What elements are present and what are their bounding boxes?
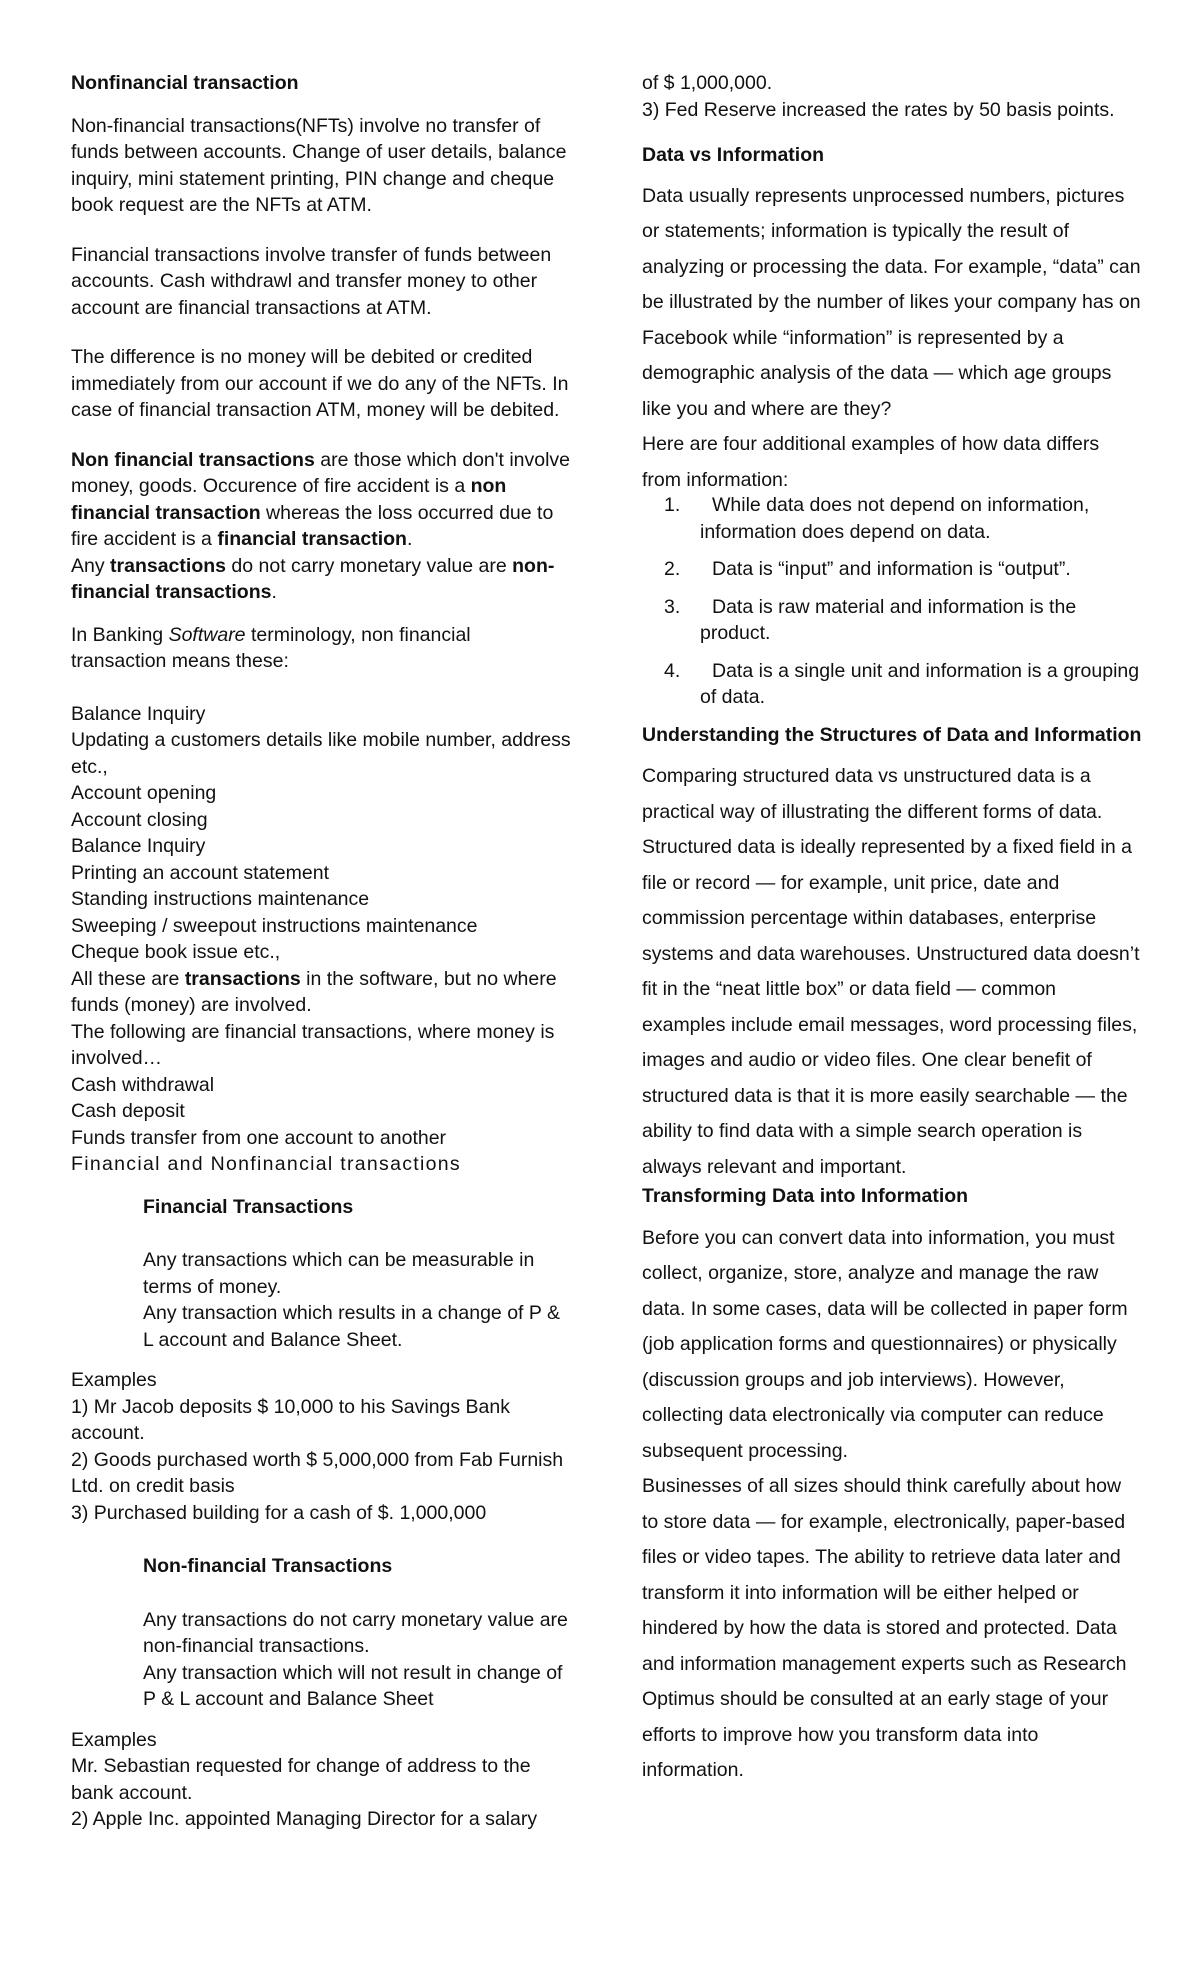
list-item: Cash deposit	[71, 1100, 185, 1122]
list-item: Printing an account statement	[71, 861, 329, 884]
all-these-line: All these are transactions in the software, but no where funds (money) are involved.	[71, 967, 557, 1016]
list-item: Standing instructions maintenance	[71, 888, 370, 910]
data-vs-info-paragraph: Data usually represents unprocessed numbers, pictures or statements; information is typically the result of analyzing or processing the data. For example, “data” can be illustrated by the number of likes your company has on Facebook while “information” is represented by a demographic analysis of the data — which age groups like you and where are they?	[642, 184, 1141, 420]
financial-def-2: Any transaction which results in a change of P & L account and Balance Sheet.	[143, 1302, 560, 1351]
list-item: Cash withdrawal	[71, 1073, 215, 1096]
nonfinancial-transactions-heading: Non-financial Transactions	[143, 1555, 393, 1577]
transforming-paragraph-1: Before you can convert data into information, you must collect, organize, store, analyze and manage the raw data. In some cases, data will be collected in paper form (job application forms and questionnaires) or physically (discussion groups and job interviews). However, collecting data electronically via computer can reduce subsequent processing.	[642, 1226, 1128, 1462]
example-item: 3) Purchased building for a cash of $. 1,000,000	[71, 1501, 487, 1524]
data-vs-info-heading: Data vs Information	[642, 144, 825, 166]
nonfinancial-heading: Nonfinancial transaction	[71, 72, 299, 94]
examples-label: Examples	[71, 1369, 157, 1391]
example-item: 2) Goods purchased worth $ 5,000,000 from Fab Furnish Ltd. on credit basis	[71, 1448, 564, 1497]
differences-list	[642, 492, 1142, 711]
left-column	[71, 70, 571, 1833]
nonfinancial-def-1: Any transactions do not carry monetary value are non-financial transactions.	[143, 1608, 568, 1657]
difference-paragraph: The difference is no money will be debited or credited immediately from our account if we do any of the NFTs. In case of financial transaction ATM, money will be debited.	[71, 346, 569, 421]
transforming-paragraph-2: Businesses of all sizes should think carefully about how to store data — for example, electronically, paper-based files or video tapes. The ability to retrieve data later and transform it into information will be either helped or hindered by how the data is stored and protected. Data and information management experts such as Research Optimus should be consulted at an early stage of your efforts to improve how you transform data into information.	[642, 1475, 1127, 1781]
list-item: Cheque book issue etc.,	[71, 941, 281, 963]
list-item: Updating a customers details like mobile number, address etc.,	[71, 729, 571, 778]
following-line: The following are financial transactions, where money is involved…	[71, 1020, 555, 1069]
continued-line-1: of $ 1,000,000.	[642, 72, 773, 94]
list-item: 2. Data is “input” and information is “output”.	[664, 558, 1071, 580]
examples-label-2: Examples	[71, 1728, 157, 1751]
structures-paragraph: Comparing structured data vs unstructured data is a practical way of illustrating the different forms of data. Structured data is ideally represented by a fixed field in a file or record — for example, unit price, date and commission percentage within databases, enterprise systems and data warehouses. Unstructured data doesn’t fit in the “neat little box” or data field — common examples include email messages, word processing files, images and audio or video files. One clear benefit of structured data is that it is more easily searchable — the ability to find data with a simple search operation is always relevant and important.	[642, 765, 1140, 1178]
nonfinancial-def-2: Any transaction which will not result in change of P & L account and Balance Sheet	[143, 1661, 563, 1710]
list-item: Account closing	[71, 808, 208, 831]
banking-terminology: In Banking Software terminology, non financial transaction means these:	[71, 623, 471, 672]
nft-definition: Non financial transactions are those which don't involve money, goods. Occurence of fire accident is a non financial transaction whereas the loss occurred due to fire accident is a financial transaction.	[71, 448, 571, 550]
transforming-heading: Transforming Data into Information	[642, 1185, 969, 1207]
list-item: 4. Data is a single unit and information is a grouping of data.	[664, 659, 1140, 708]
list-item: Sweeping / sweepout instructions maintenance	[71, 914, 478, 937]
financial-transactions-heading: Financial Transactions	[143, 1195, 354, 1218]
nft-list	[71, 701, 571, 966]
fin-nonfin-title: Financial and Nonfinancial transactions	[71, 1153, 461, 1175]
list-item: Account opening	[71, 782, 217, 804]
example-item: 1) Mr Jacob deposits $ 10,000 to his Savings Bank account.	[71, 1395, 510, 1444]
continued-line-2: 3) Fed Reserve increased the rates by 50 basis points.	[642, 98, 1115, 121]
list-item: Balance Inquiry	[71, 702, 206, 725]
list-item: Balance Inquiry	[71, 835, 206, 857]
example-item: Mr. Sebastian requested for change of address to the bank account.	[71, 1755, 531, 1804]
ft-list	[71, 1072, 571, 1152]
list-item: 3. Data is raw material and information is the product.	[664, 595, 1077, 644]
four-examples-line: Here are four additional examples of how data differs from information:	[642, 433, 1100, 491]
structures-heading: Understanding the Structures of Data and Information	[642, 723, 1142, 746]
nonfinancial-transactions-section	[71, 1553, 571, 1713]
any-transactions-line: Any transactions do not carry monetary value are non-financial transactions.	[71, 554, 555, 603]
right-column	[642, 70, 1142, 1789]
list-item: 1. While data does not depend on information, information does depend on data.	[664, 494, 1090, 543]
ft-paragraph: Financial transactions involve transfer of funds between accounts. Cash withdrawl and transfer money to other account are financial transactions at ATM.	[71, 243, 552, 319]
nft-paragraph: Non-financial transactions(NFTs) involve no transfer of funds between accounts. Change of user details, balance inquiry, mini statement printing, PIN change and cheque book request are the NFTs at ATM.	[71, 114, 567, 216]
list-item: Funds transfer from one account to another	[71, 1126, 447, 1149]
financial-transactions-section	[71, 1194, 571, 1354]
financial-def-1: Any transactions which can be measurable in terms of money.	[143, 1249, 535, 1298]
example-item: 2) Apple Inc. appointed Managing Director for a salary	[71, 1808, 538, 1830]
